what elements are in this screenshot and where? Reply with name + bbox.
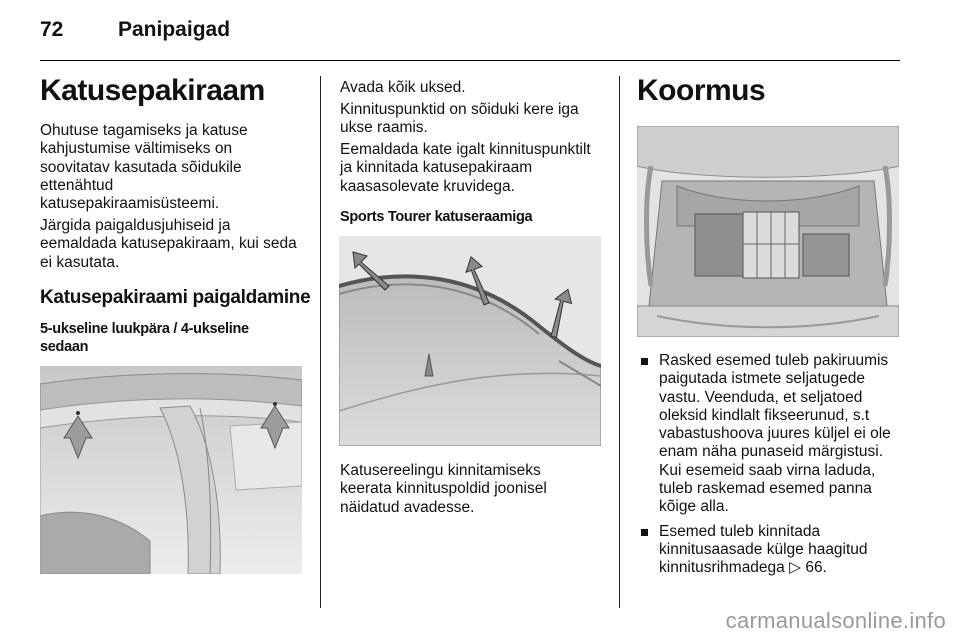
watermark: carmanualsonline.info (725, 608, 946, 633)
bullet-square-icon (641, 529, 648, 536)
heading-load: Koormus (637, 74, 766, 107)
paragraph-instructions: Järgida paigaldusjuhiseid ja eemaldada katusepakiraam, kui seda ei kasutata. (40, 217, 297, 271)
heading-installation: Katusepakiraami paigaldamine (40, 287, 311, 308)
list-item: Rasked esemed tuleb pakiruumis paigutada istmete seljatugede vastu. Veenduda, et seljatoed oleksid kindlalt fikseerunud, s.t vabastushoova juures küljel ei ole enam näha punaseid märgistusi. Kui esemeid saab virna laduda, tuleb raskemad esemed panna kõige alla. (637, 352, 907, 517)
paragraph-open-doors: Avada kõik uksed. (340, 79, 466, 96)
load-bullet-list (637, 352, 907, 584)
subheading-sports-tourer: Sports Tourer katuseraamiga (340, 209, 533, 225)
bullet-square-icon (641, 358, 648, 365)
paragraph-rail-mounting: Katusereelingu kinnitamiseks keerata kinnituspoldid joonisel näidatud avadesse. (340, 462, 547, 516)
roof-rail-illustration (339, 236, 601, 446)
column-divider (619, 76, 620, 608)
paragraph-remove-cover: Eemaldada kate igalt kinnituspunktilt ja kinnitada katusepakiraam kaasasolevate kruvidega. (340, 141, 591, 195)
paragraph-safety: Ohutuse tagamiseks ja katuse kahjustumise vältimiseks on soovitatav kasutada sõidukile ettenähtud katusepakiraamisüsteemi. (40, 122, 248, 213)
heading-roof-rack: Katusepakiraam (40, 74, 265, 107)
subheading-hatchback-sedan: 5-ukseline luukpära / 4-ukseline sedaan (40, 321, 249, 355)
page-number: 72 (40, 18, 64, 41)
roof-frame-illustration (40, 366, 302, 574)
section-title: Panipaigad (118, 18, 231, 41)
column-divider (320, 76, 321, 608)
header-rule (40, 60, 900, 61)
list-item: Esemed tuleb kinnitada kinnitusaasade külge haagitud kinnitusrihmadega ▷ 66. (637, 523, 907, 578)
paragraph-attachment-points: Kinnituspunktid on sõiduki kere iga ukse raamis. (340, 101, 579, 137)
trunk-load-illustration (637, 126, 899, 337)
